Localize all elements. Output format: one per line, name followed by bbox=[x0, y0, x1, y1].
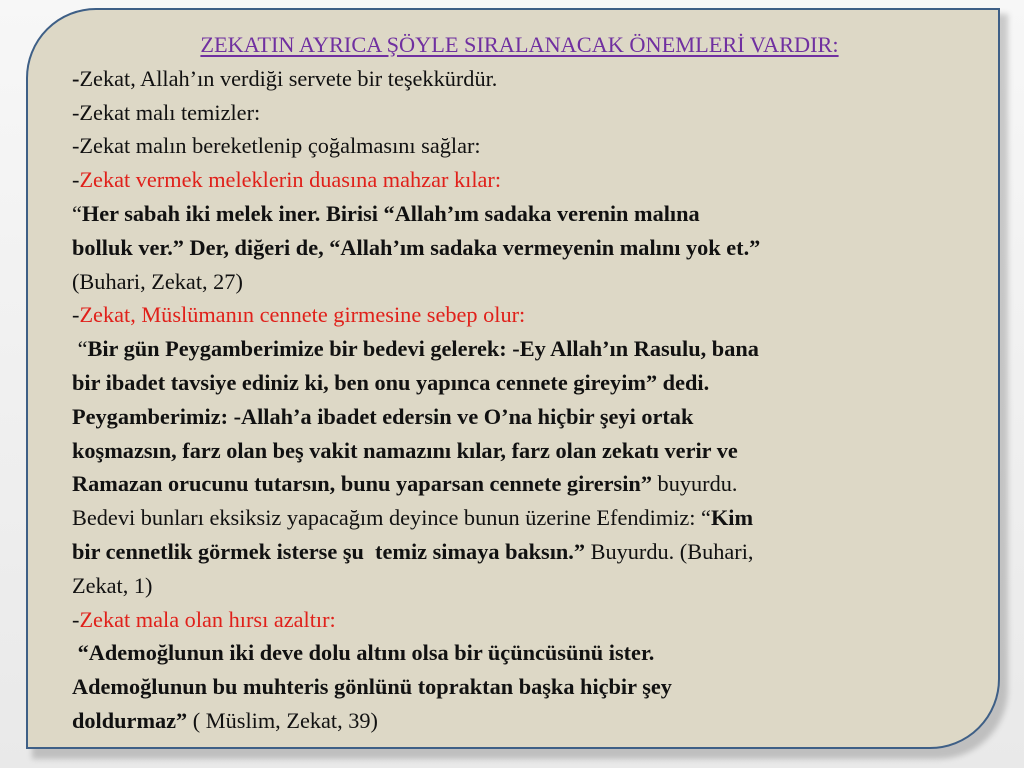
hadith-quote: Ademoğlunun bu muhteris gönlünü topraktan başka hiçbir şey bbox=[72, 674, 672, 700]
list-item: -Zekat vermek meleklerin duasına mahzar kılar: bbox=[72, 167, 502, 193]
list-item: -Zekat, Müslümanın cennete girmesine sebep olur: bbox=[72, 302, 526, 328]
hadith-quote: bir ibadet tavsiye ediniz ki, ben onu yapınca cennete gireyim” dedi. bbox=[72, 369, 710, 395]
content-card bbox=[26, 8, 1000, 749]
hadith-quote: doldurmaz” ( Müslim, Zekat, 39) bbox=[72, 707, 378, 733]
list-item: -Zekat, Allah’ın verdiği servete bir teşekkürdür. bbox=[72, 65, 498, 91]
hadith-quote: bolluk ver.” Der, diğeri de, “Allah’ım sadaka vermeyenin malını yok et.” bbox=[72, 234, 761, 260]
slide-heading: ZEKATIN AYRICA ŞÖYLE SIRALANACAK ÖNEMLERİ VARDIR: bbox=[200, 32, 839, 57]
hadith-source: (Buhari, Zekat, 27) bbox=[72, 268, 243, 294]
hadith-quote: Bedevi bunları eksiksiz yapacağım deyince bunun üzerine Efendimiz: “Kim bbox=[72, 505, 754, 531]
hadith-quote: koşmazsın, farz olan beş vakit namazını kılar, farz olan zekatı verir ve bbox=[72, 437, 738, 463]
highlighted-text: Zekat mala olan hırsı azaltır: bbox=[79, 606, 336, 632]
highlighted-text: Zekat, Müslümanın cennete girmesine sebep olur: bbox=[79, 302, 526, 328]
hadith-quote: Peygamberimiz: -Allah’a ibadet edersin ve O’na hiçbir şeyi ortak bbox=[72, 403, 694, 429]
list-item: -Zekat mala olan hırsı azaltır: bbox=[72, 606, 336, 632]
hadith-quote: “Ademoğlunun iki deve dolu altını olsa bir üçüncüsünü ister. bbox=[72, 640, 655, 666]
hadith-quote: “Bir gün Peygamberimize bir bedevi gelerek: -Ey Allah’ın Rasulu, bana bbox=[72, 336, 759, 362]
highlighted-text: Zekat vermek meleklerin duasına mahzar kılar: bbox=[79, 167, 502, 193]
slide-text bbox=[72, 28, 967, 738]
hadith-quote: “Her sabah iki melek iner. Birisi “Allah’ım sadaka verenin malına bbox=[72, 200, 700, 226]
list-item: -Zekat malın bereketlenip çoğalmasını sağlar: bbox=[72, 133, 481, 159]
hadith-quote: Ramazan orucunu tutarsın, bunu yaparsan cennete girersin” buyurdu. bbox=[72, 471, 738, 497]
hadith-source: Zekat, 1) bbox=[72, 572, 153, 598]
hadith-quote: bir cennetlik görmek isterse şu temiz simaya baksın.” Buyurdu. (Buhari, bbox=[72, 538, 754, 564]
list-item: -Zekat malı temizler: bbox=[72, 99, 261, 125]
